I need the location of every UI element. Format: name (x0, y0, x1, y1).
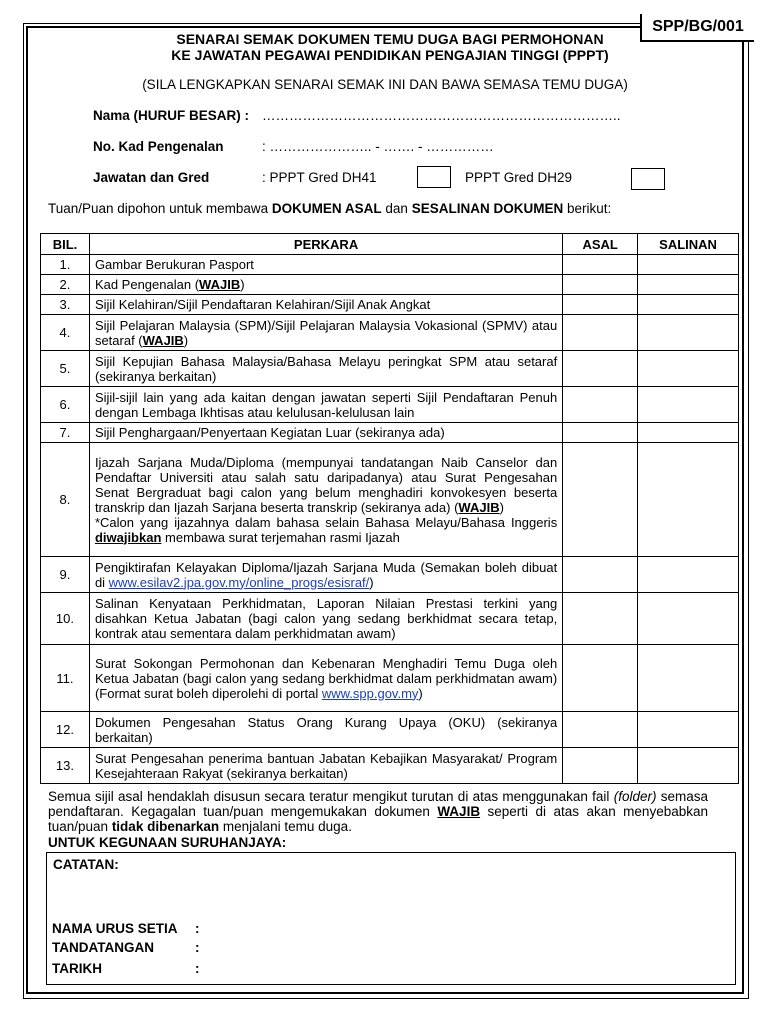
row-item: Sijil Pelajaran Malaysia (SPM)/Sijil Pelajaran Malaysia Vokasional (SPMV) atau setaraf (WAJIB) (89, 315, 562, 351)
row-item: Sijil-sijil lain yang ada kaitan dengan jawatan seperti Sijil Pendaftaran Penuh dengan Lembaga Ikhtisas atau kelulusan-kelulusan lain (89, 387, 562, 423)
ic-field[interactable]: : ………………….. - ……. - …………… (262, 139, 494, 154)
post-label: Jawatan dan Gred (93, 170, 210, 185)
title-line-2: KE JAWATAN PEGAWAI PENDIDIKAN PENGAJIAN TINGGI (PPPT) (171, 47, 609, 63)
spp-portal-link[interactable]: www.spp.gov.my (321, 685, 419, 701)
ic-label: No. Kad Pengenalan (93, 139, 224, 154)
row-number: 11. (41, 645, 90, 712)
table-header-row (41, 234, 739, 255)
row-item: Sijil Penghargaan/Penyertaan Kegiatan Luar (sekiranya ada) (89, 423, 562, 443)
asal-check-cell[interactable] (563, 748, 638, 784)
asal-check-cell[interactable] (563, 712, 638, 748)
row-number: 5. (41, 351, 90, 387)
asal-check-cell[interactable] (563, 557, 638, 593)
row-number: 1. (41, 255, 90, 275)
salinan-check-cell[interactable] (638, 387, 739, 423)
asal-check-cell[interactable] (563, 351, 638, 387)
table-row (41, 645, 739, 712)
asal-check-cell[interactable] (563, 645, 638, 712)
table-row (41, 423, 739, 443)
row-item: Salinan Kenyataan Perkhidmatan, Laporan Nilaian Prestasi terkini yang disahkan Ketua Jabatan (bagi calon yang sedang berkhidmat secara tetap, kontrak atau sementara dalam perkhidmatan awam) (89, 593, 562, 645)
row-number: 10. (41, 593, 90, 645)
header-perkara: PERKARA (89, 234, 562, 255)
checklist-table (40, 233, 739, 784)
option-dh41-label: : PPPT Gred DH41 (262, 170, 377, 185)
header-asal: ASAL (563, 234, 638, 255)
asal-check-cell[interactable] (563, 387, 638, 423)
salinan-check-cell[interactable] (638, 443, 739, 557)
table-row (41, 255, 739, 275)
document-code: SPP/BG/001 (640, 14, 754, 42)
row-number: 4. (41, 315, 90, 351)
row-number: 2. (41, 275, 90, 295)
asal-check-cell[interactable] (563, 295, 638, 315)
salinan-check-cell[interactable] (638, 315, 739, 351)
salinan-check-cell[interactable] (638, 351, 739, 387)
title-line-1: SENARAI SEMAK DOKUMEN TEMU DUGA BAGI PERMOHONAN (176, 31, 604, 47)
salinan-check-cell[interactable] (638, 295, 739, 315)
table-row (41, 315, 739, 351)
salinan-check-cell[interactable] (638, 255, 739, 275)
table-row (41, 387, 739, 423)
option-dh41-checkbox[interactable] (417, 166, 451, 188)
instruction-note: Semua sijil asal hendaklah disusun secara teratur mengikut turutan di atas menggunakan fail (folder) semasa pendaftaran. Kegagalan tuan/puan mengemukakan dokumen WAJIB seperti di atas akan menyebabkan tuan/puan tidak dibenarkan menjalani temu duga. (48, 789, 708, 834)
signature-label: TANDATANGAN (52, 940, 154, 955)
row-item: Surat Pengesahan penerima bantuan Jabatan Kebajikan Masyarakat/ Program Kesejahteraan Rakyat (sekiranya berkaitan) (89, 748, 562, 784)
row-item: Ijazah Sarjana Muda/Diploma (mempunyai tandatangan Naib Canselor dan Pendaftar Universiti atau salah satu daripadanya) atau Surat Pengesahan Senat Bergraduat bagi calon yang belum menghadiri konvokesyen beserta transkrip dan Ijazah Sarjana beserta transkrip (sekiranya ada) (WAJIB) *Calon yang ijazahnya dalam bahasa selain Bahasa Melayu/Bahasa Inggeris diwajibkan membawa surat terjemahan rasmi Ijazah (89, 443, 562, 557)
row-item: Gambar Berukuran Pasport (89, 255, 562, 275)
table-row (41, 593, 739, 645)
row-item: Pengiktirafan Kelayakan Diploma/Ijazah Sarjana Muda (Semakan boleh dibuat di www.esilav2.jpa.gov.my/online_progs/esisraf/) (89, 557, 562, 593)
catatan-box (46, 852, 736, 985)
salinan-check-cell[interactable] (638, 748, 739, 784)
instruction: (SILA LENGKAPKAN SENARAI SEMAK INI DAN BAWA SEMASA TEMU DUGA) (142, 77, 628, 92)
table-row (41, 748, 739, 784)
asal-check-cell[interactable] (563, 593, 638, 645)
option-dh29-label: PPPT Gred DH29 (465, 170, 573, 185)
colon: : (195, 961, 200, 976)
row-number: 3. (41, 295, 90, 315)
asal-check-cell[interactable] (563, 275, 638, 295)
header-salinan: SALINAN (638, 234, 739, 255)
colon: : (195, 940, 200, 955)
asal-check-cell[interactable] (563, 423, 638, 443)
salinan-check-cell[interactable] (638, 593, 739, 645)
date-label: TARIKH (52, 961, 102, 976)
salinan-check-cell[interactable] (638, 275, 739, 295)
header-bil: BIL. (41, 234, 90, 255)
name-label: Nama (HURUF BESAR) : (93, 108, 250, 123)
esisraf-link[interactable]: www.esilav2.jpa.gov.my/online_progs/esisraf/ (108, 574, 370, 590)
option-dh29-checkbox[interactable] (631, 168, 665, 190)
table-row (41, 443, 739, 557)
colon: : (195, 921, 200, 936)
asal-check-cell[interactable] (563, 255, 638, 275)
salinan-check-cell[interactable] (638, 557, 739, 593)
catatan-title: CATATAN: (53, 857, 119, 872)
table-row (41, 712, 739, 748)
office-use-heading: UNTUK KEGUNAAN SURUHANJAYA: (48, 835, 287, 850)
row-item: Surat Sokongan Permohonan dan Kebenaran Menghadiri Temu Duga oleh Ketua Jabatan (bagi calon yang sedang berkhidmat dalam perkhidmatan awam) (Format surat boleh diperolehi di portal www.spp.gov.my) (89, 645, 562, 712)
row-item: Sijil Kepujian Bahasa Malaysia/Bahasa Melayu peringkat SPM atau setaraf (sekiranya berkaitan) (89, 351, 562, 387)
row-number: 9. (41, 557, 90, 593)
row-item: Sijil Kelahiran/Sijil Pendaftaran Kelahiran/Sijil Anak Angkat (89, 295, 562, 315)
salinan-check-cell[interactable] (638, 423, 739, 443)
table-row (41, 557, 739, 593)
intro-text: Tuan/Puan dipohon untuk membawa DOKUMEN ASAL dan SESALINAN DOKUMEN berikut: (48, 201, 612, 216)
table-row (41, 351, 739, 387)
row-number: 13. (41, 748, 90, 784)
name-field[interactable]: …………………………………………………………………….. (262, 108, 621, 123)
table-row (41, 275, 739, 295)
row-item: Dokumen Pengesahan Status Orang Kurang Upaya (OKU) (sekiranya berkaitan) (89, 712, 562, 748)
row-number: 12. (41, 712, 90, 748)
row-number: 8. (41, 443, 90, 557)
row-number: 6. (41, 387, 90, 423)
row-item: Kad Pengenalan (WAJIB) (89, 275, 562, 295)
asal-check-cell[interactable] (563, 315, 638, 351)
asal-check-cell[interactable] (563, 443, 638, 557)
row-number: 7. (41, 423, 90, 443)
salinan-check-cell[interactable] (638, 645, 739, 712)
salinan-check-cell[interactable] (638, 712, 739, 748)
table-row (41, 295, 739, 315)
secretary-name-label: NAMA URUS SETIA (52, 921, 178, 936)
